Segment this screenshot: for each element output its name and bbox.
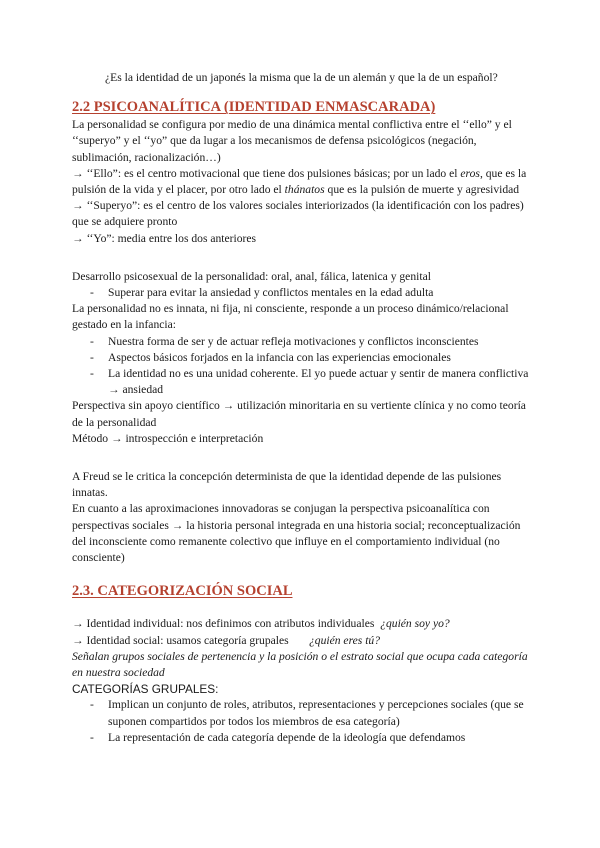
list-item: - Nuestra forma de ser y de actuar refleja motivaciones y conflictos inconscientes [90,334,479,348]
question-quien-soy: ¿quién soy yo? [380,617,450,631]
ello-text-a: → ‘‘Ello”: es el centro motivacional que tiene dos pulsiones básicas; por un lado el [72,166,461,180]
paragraph-desarrollo: Desarrollo psicosexual de la personalidad: oral, anal, fálica, latenica y genital [72,269,431,283]
list-item: - La representación de cada categoría depende de la ideología que defendamos [90,730,466,744]
list-desarrollo [72,285,530,301]
ello-eros: eros [460,166,480,180]
ello-text-c: que es la pulsión de muerte y agresividad [324,183,520,197]
paragraph-aproximaciones: En cuanto a las aproximaciones innovadoras se conjugan la perspectiva psicoanalítica con perspectivas sociales → la historia personal integrada en una historia social; reconceptualización del inconsciente como remanente colectivo que influye en el comportamiento individual (no consciente) [72,502,521,565]
paragraph-ello [72,166,530,198]
ello-text-b: , que es la pulsión de la vida y el placer, por otro lado el [72,166,527,197]
paragraph-superyo: → ‘‘Superyo”: es el centro de los valores sociales interiorizados (la identificación con los padres) que se adquiere pronto [72,199,524,229]
paragraph-metodo: Método → introspección e interpretación [72,431,264,445]
list-item: - La identidad no es una unidad coherente. El yo puede actuar y sentir de manera conflictiva → ansiedad [90,367,529,397]
paragraph-identidad-individual: → Identidad individual: nos definimos con atributos individuales ¿quién soy yo? [72,617,450,631]
paragraph-senalan: Señalan grupos sociales de pertenencia y la posición o el estrato social que ocupa cada categoría en nuestra sociedad [72,649,528,680]
paragraph-freud: A Freud se le critica la concepción determinista de que la identidad depende de las pulsiones innatas. [72,470,502,500]
paragraph-yo: → ‘‘Yo”: media entre los dos anteriores [72,231,257,245]
paragraph-identidad-social: → Identidad social: usamos categoría grupales ¿quién eres tú? [72,633,381,647]
section-heading-categorizacion: 2.3. CATEGORIZACIÓN SOCIAL [72,583,293,600]
question-quien-eres: ¿quién eres tú? [308,633,381,647]
ello-thanatos: thánatos [284,183,325,197]
list-categorias [72,697,530,746]
list-innata [72,334,530,399]
list-item: - Superar para evitar la ansiedad y conflictos mentales en la edad adulta [90,286,434,300]
paragraph-dinamica-mental: La personalidad se configura por medio de una dinámica mental conflictiva entre el ‘‘ello” y el ‘‘superyo” y el ‘‘yo” que da lugar a los mecanismos de defensa psicológicos (negación, sublimación, racionalización…) [72,118,512,164]
section-heading-psicoanalitica: 2.2 PSICOANALÍTICA (IDENTIDAD ENMASCARADA) [72,99,436,116]
label-categorias-grupales: CATEGORÍAS GRUPALES: [72,682,219,697]
paragraph-innata: La personalidad no es innata, ni fija, ni consciente, responde a un proceso dinámico/relacional gestado en la infancia: [72,302,509,332]
list-item: - Implican un conjunto de roles, atributos, representaciones y percepciones sociales (que se suponen compartidos por todos los miembros de esa categoría) [90,698,524,728]
paragraph-perspectiva: Perspectiva sin apoyo científico → utilización minoritaria en su vertiente clínica y no como teoría de la personalidad [72,399,526,429]
intro-question: ¿Es la identidad de un japonés la misma que la de un alemán y que la de un español? [105,71,498,84]
list-item: - Aspectos básicos forjados en la infancia con las experiencias emocionales [90,350,451,364]
